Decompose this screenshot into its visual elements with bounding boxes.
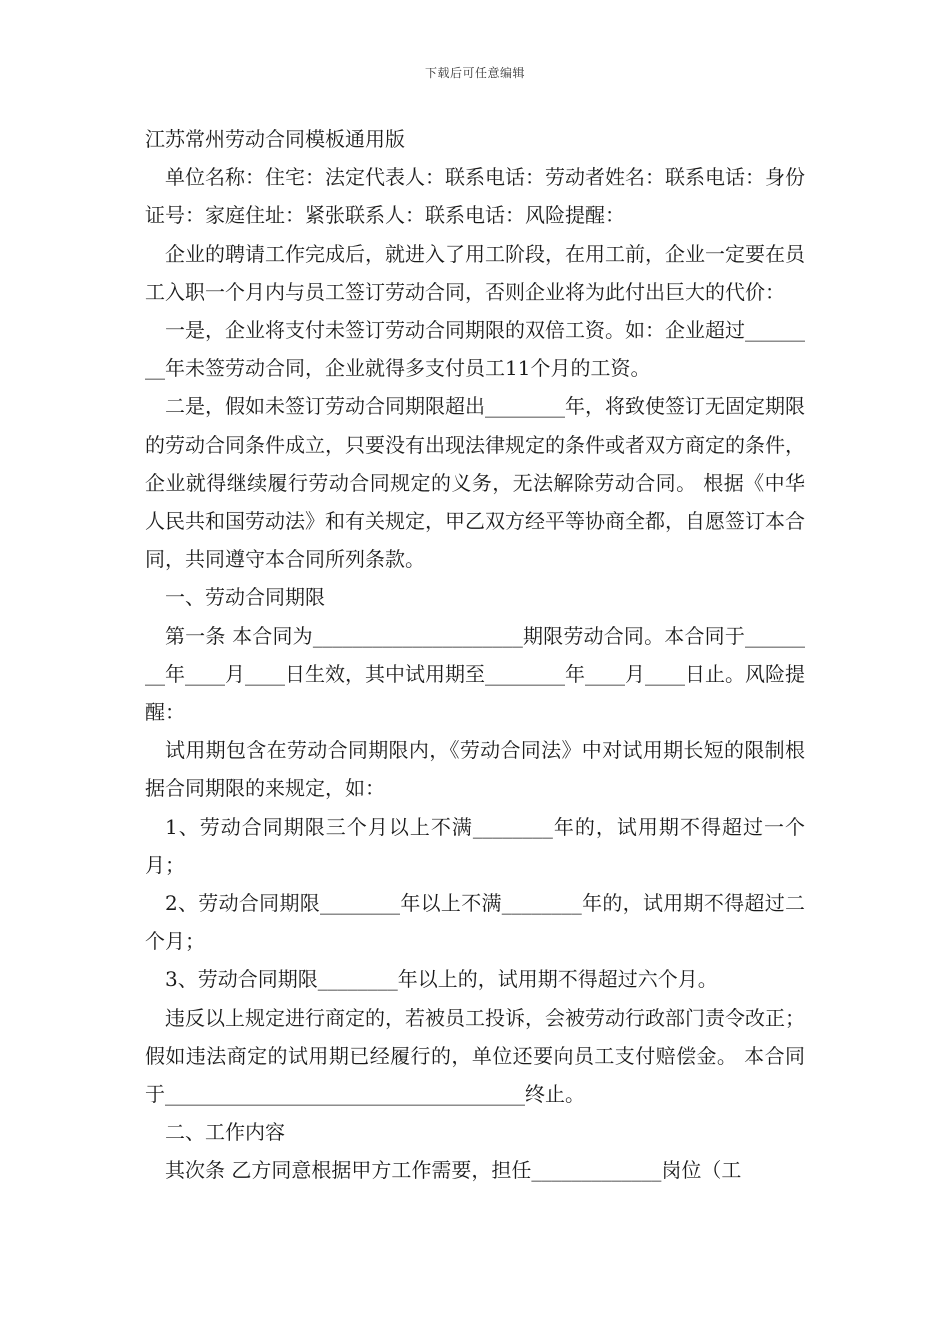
paragraph-article-one: 第一条 本合同为_____________________期限劳动合同。本合同于________年____月____日生效，其中试用期至________年____月____日止。风险提醒：	[145, 623, 805, 725]
section-heading-work: 二、工作内容	[165, 1120, 285, 1145]
paragraph-probation: 试用期包含在劳动合同期限内，《劳动合同法》中对试用期长短的限制根据合同期限的来规定，如：	[145, 738, 805, 801]
paragraph-point-two: 二是，假如未签订劳动合同期限超出________年，将致使签订无固定期限的劳动合同条件成立，只要没有出现法律规定的条件或者双方商定的条件，企业就得继续履行劳动合同规定的义务，无法解除劳动合同。 根据《中华人民共和国劳动法》和有关规定，甲乙双方经平等协商全都，自愿签订本合同，共同遵守本合同所列条款。	[145, 394, 805, 572]
paragraph-intro: 企业的聘请工作完成后，就进入了用工阶段，在用工前，企业一定要在员工入职一个月内与员工签订劳动合同，否则企业将为此付出巨大的代价：	[145, 241, 805, 304]
document-title: 江苏常州劳动合同模板通用版	[145, 127, 405, 151]
list-item-probation-1: 1、劳动合同期限三个月以上不满________年的，试用期不得超过一个月；	[145, 814, 805, 877]
paragraph-point-one: 一是，企业将支付未签订劳动合同期限的双倍工资。如：企业超过________年未签劳动合同，企业就得多支付员工11个月的工资。	[145, 318, 805, 381]
list-item-probation-3: 3、劳动合同期限________年以上的，试用期不得超过六个月。	[165, 967, 718, 992]
section-heading-term: 一、劳动合同期限	[165, 585, 325, 610]
page-header-note: 下载后可任意编辑	[424, 66, 525, 80]
paragraph-violation: 违反以上规定进行商定的，若被员工投诉，会被劳动行政部门责令改正；假如违法商定的试用期已经履行的，单位还要向员工支付赔偿金。 本合同于____________________________________终止。	[145, 1005, 805, 1107]
paragraph-article-two: 其次条 乙方同意根据甲方工作需要，担任_____________岗位（工	[165, 1158, 742, 1183]
document-body	[145, 120, 805, 1190]
paragraph-party-info: 单位名称：住宅：法定代表人：联系电话：劳动者姓名：联系电话：身份证号：家庭住址：紧张联系人：联系电话：风险提醒：	[145, 165, 805, 228]
list-item-probation-2: 2、劳动合同期限________年以上不满________年的，试用期不得超过二个月；	[145, 891, 805, 954]
